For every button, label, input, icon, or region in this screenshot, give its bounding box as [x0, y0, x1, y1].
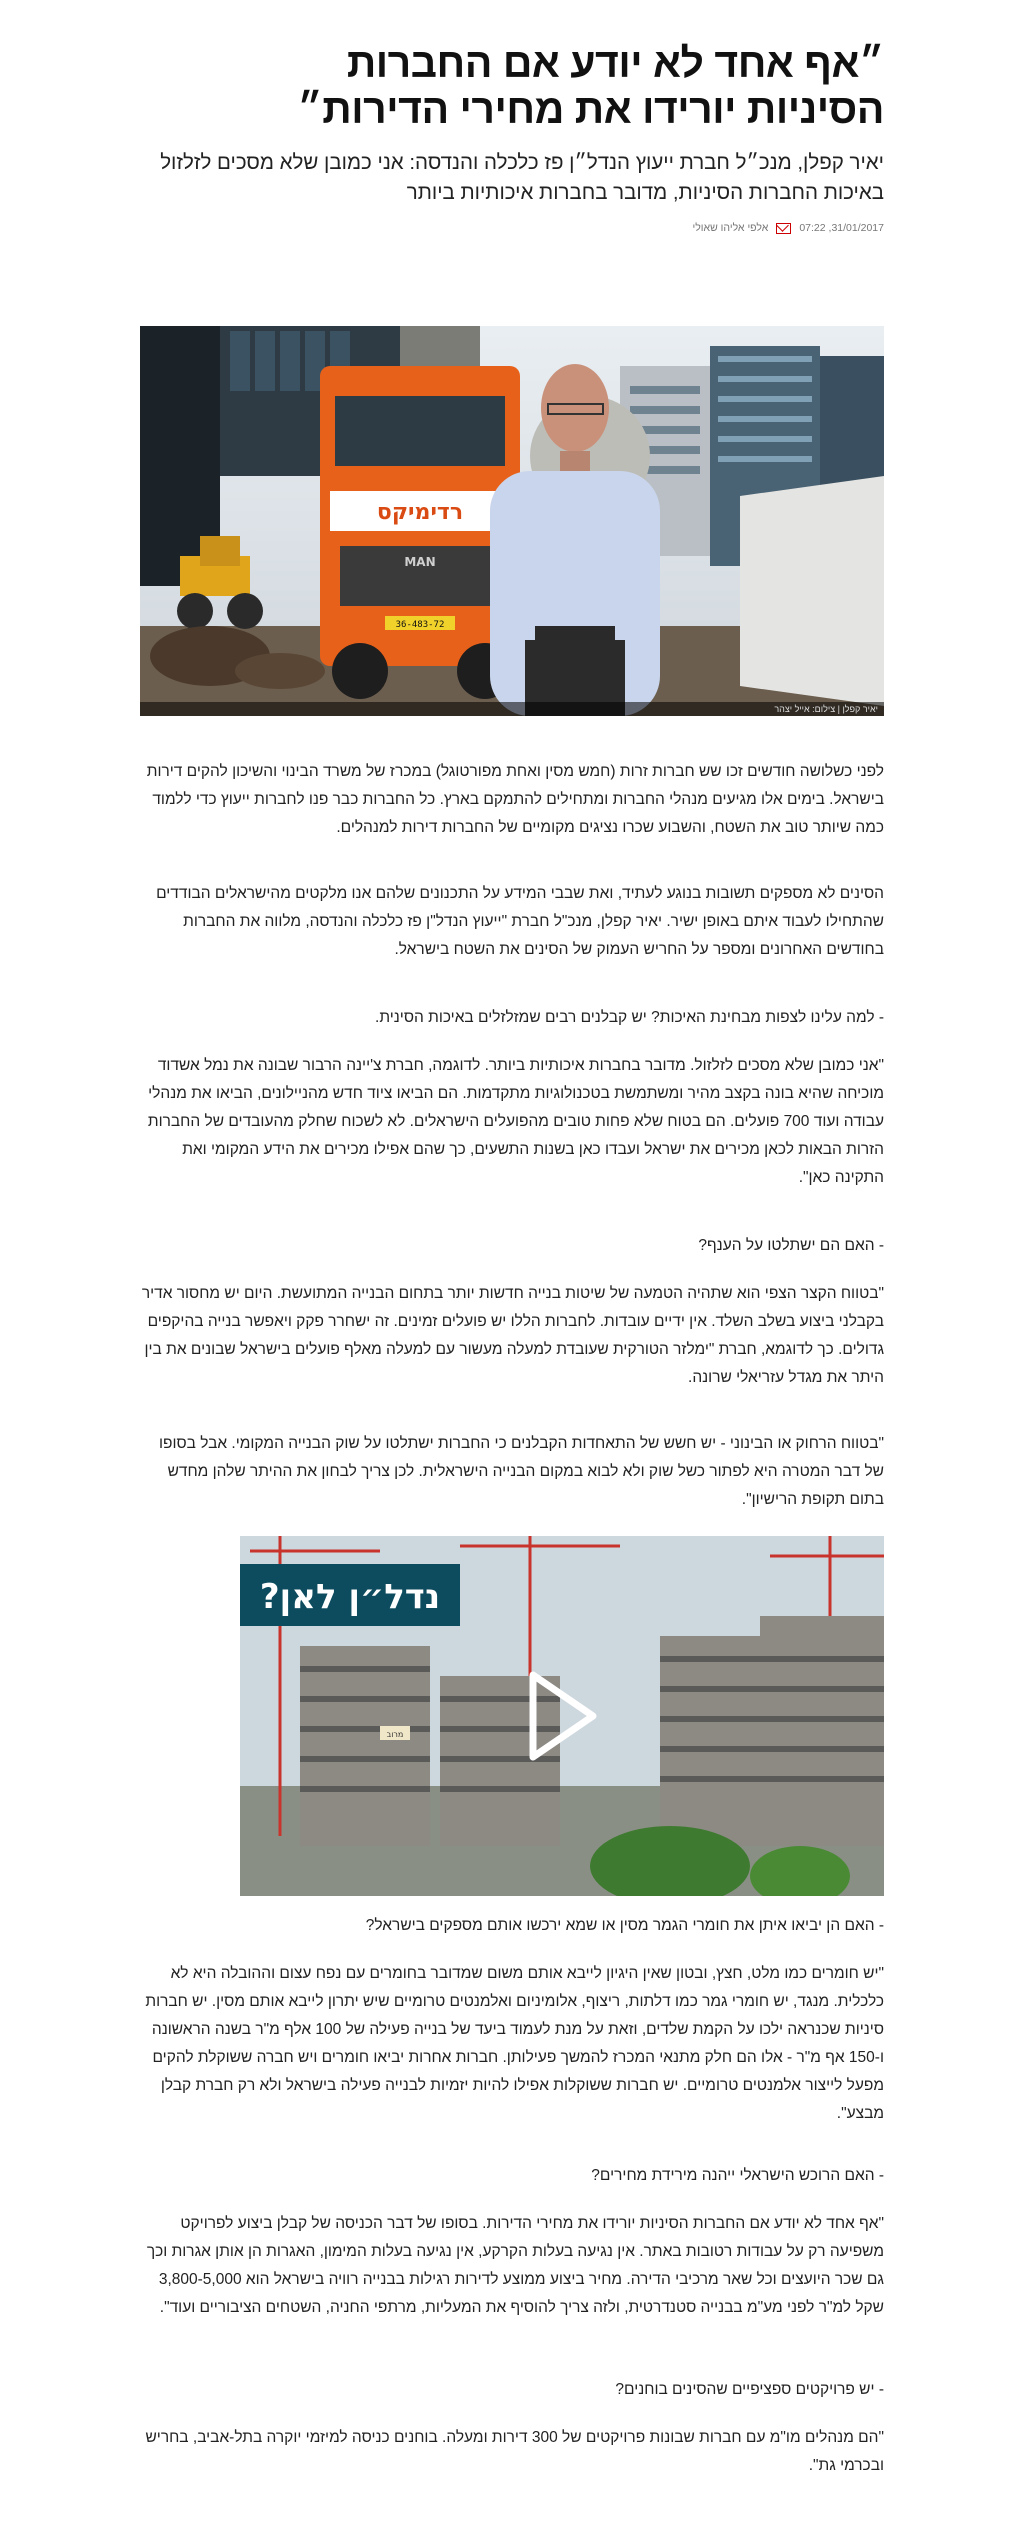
article-date: 31/01/2017, 07:22 [799, 222, 884, 234]
article-body [140, 1280, 884, 1392]
video-player[interactable] [240, 1536, 884, 1896]
video-banner-text: נדל״ן לאן? [259, 1577, 441, 1617]
article-subtitle: יאיר קפלן, מנכ״ל חברת ייעוץ הנדל״ן פז כלכלה והנדסה: אני כמובן שלא מסכים לזלזול באיכות החברות הסיניות, מדובר בחברות איכותיות ביותר [160, 151, 884, 204]
article-body [140, 1052, 884, 1192]
title-line-2: הסיניות יורידו את מחירי הדירות״ [297, 86, 884, 132]
title-line-1: ״אף אחד לא יודע אם החברות [346, 40, 884, 86]
article-body [140, 2210, 884, 2322]
article-body [140, 2424, 884, 2480]
video-sign-text: מרוב [386, 1730, 404, 1739]
interview-question: - האם הרוכש הישראלי ייהנה מירידת מחירים? [591, 2167, 884, 2184]
main-photo [140, 326, 884, 716]
paragraph: לפני כשלושה חודשים זכו שש חברות זרות (חמש מסין ואחת מפורטוגל) במכרז של משרד הבינוי והשיכון להקים דירות בישראל. בימים אלו מגיעים מנהלי החברות ומתחילים להתמקם בארץ. כל החברות כבר פנו לחברות ייעוץ כדי ללמוד כמה שיותר טוב את השטח, והשבוע שכרו נציגים מקומיים של החברות דירות למנהלים. [146, 763, 884, 836]
paragraph: "אני כמובן שלא מסכים לזלזול. מדובר בחברות איכותיות ביותר. לדוגמה, חברת צ'יינה הרבור שבונה את נמל אשדוד מוכיחה שהיא בונה בקצב מהיר ומשתמשת בטכנולוגיות מתקדמות. הם הביאו ציוד חדש מהניילונים, הביאו את מנהלי עבודה ועוד 700 פועלים. הם בטוח שלא פחות טובים מהפועלים הישראלים. לא לשכוח שחלק מהעובדים של החברות הזרות הבאות לכאן מכירים את ישראל ועבדו כאן בשנות התשעים, כך שהם אפילו מכירים את הידע המקומי ואת התקינה כאן". [147, 1057, 884, 1186]
interview-question: - יש פרויקטים ספציפיים שהסינים בוחנים? [615, 2381, 884, 2398]
interview-question: - למה עלינו לצפות מבחינת האיכות? יש קבלנים רבים שמזלזלים באיכות הסינית. [375, 1009, 884, 1026]
paragraph: "בטווח הקצר הצפי הוא שתהיה הטמעה של שיטות בנייה חדשות יותר בתחום הבנייה המתועשת. היום יש מחסור אדיר בקבלני ביצוע בשלב השלד. אין ידיים עובדות. לחברות הללו יש פועלים זמינים. זה ישחרר פקק ויאפשר בנייה בהיקפים גדולים. כך לדוגמא, חברת "ימלזר הטורקית שעובדת למעלה מעשור עם למעלה מאלף פועלים בישראל שבונים את בין היתר את מגדל עזריאלי שרונה. [141, 1285, 884, 1386]
play-icon[interactable] [527, 1671, 597, 1761]
truck-brand-text: MAN [404, 555, 436, 569]
truck-sign-text: רדימיקס [376, 500, 464, 525]
article-body [140, 1430, 884, 1514]
article-author[interactable]: אלפי אליהו שאולי [692, 222, 769, 234]
truck-plate-text: 36-483-72 [395, 620, 445, 630]
interview-question: - האם הם ישתלטו על הענף? [698, 1237, 884, 1254]
construction-photo-illustration [140, 326, 884, 716]
article-title [140, 40, 884, 132]
mail-icon[interactable] [776, 223, 791, 234]
article-body [140, 1960, 884, 2128]
paragraph: "הם מנהלים מו"מ עם חברות שבונות פרויקטים של 300 דירות ומעלה. בוחנים כניסה למיזמי יוקרה בתל-אביב, בחריש ובכרמי גת". [145, 2429, 884, 2474]
paragraph: "יש חומרים כמו מלט, חצץ, ובטון שאין היגיון לייבא אותם משום שמדובר בחומרים עם נפח עצום וההובלה היא לא כלכלית. מנגד, יש חומרי גמר כמו דלתות, ריצוף, אלומיניום ואלמנטים טרומיים שיש יתרון לייבא אותם מסין. יש חברות סיניות שכנראה ילכו על הקמת שלדים, וזאת על מנת לעמוד ביעד של בנייה פעילה של 100 אלף מ"ר בשנה הראשונה ו-150 אף מ"ר - אלו הם חלק מתנאי המכרז להמשך פעילותן. חברות אחרות יביאו חומרים ויש חברה ששוקלת להקים מפעל לייצור אלמנטים טרומיים. יש חברות ששוקלות אפילו להיות יזמיות לבנייה פעילה בישראל ולא רק חברת קבלן מבצע". [145, 1965, 884, 2122]
interview-question: - האם הן יביאו איתן את חומרי הגמר מסין או שמא ירכשו אותם מספקים בישראל? [365, 1917, 884, 1934]
article-header [140, 40, 884, 236]
paragraph: "בטווח הרחוק או הבינוני - יש חשש של התאחדות הקבלנים כי החברות ישתלטו על שוק הבנייה המקומי. אבל בסופו של דבר המטרה היא לפתור כשל שוק ולא לבוא במקום הבנייה הישראלית. לכן צריך לבחון את ההיתר שלהן מחדש בתום תקופת הרישיון". [158, 1435, 884, 1508]
article-body [140, 1912, 884, 1940]
article-body [140, 880, 884, 964]
article-body [140, 2162, 884, 2190]
paragraph: הסינים לא מספקים תשובות בנוגע לעתיד, ואת שבבי המידע על התכנונים שלהם אנו מלקטים מהישראלים הבודדים שהתחילו לעבוד איתם באופן ישיר. יאיר קפלן, מנכ"ל חברת "ייעוץ הנדל"ן פז כלכלה והנדסה, מלווה את החברות בחודשים האחרונים ומספר על החריש העמוק של הסינים את השטח בישראל. [156, 885, 884, 958]
article-body [140, 2376, 884, 2404]
article-body [140, 1004, 884, 1032]
article-meta [140, 220, 884, 236]
photo-caption: יאיר קפלן | צילום: אייל יצהר [140, 702, 884, 716]
article-body [140, 758, 884, 842]
paragraph: "אף אחד לא יודע אם החברות הסיניות יורידו את מחירי הדירות. בסופו של דבר הכניסה של קבלן ביצוע לפרויקט משפיעה רק על עבודות רטובות באתר. אין נגיעה בעלות הקרקע, אין נגיעה בעלות המימון, האגרות הן אותן אגרות וכך גם שכר היועצים וכל שאר מרכיבי הדירה. מחיר ביצוע ממוצע לדירות רגילות בבנייה רוויה בישראל הוא 3,800-5,000 שקל למ"ר לפני מע"מ בבנייה סטנדרטית, ולזה צריך להוסיף את המעליות, מרתפי החניה, השטחים הציבוריים ועוד". [146, 2215, 884, 2316]
article-body [140, 1232, 884, 1260]
